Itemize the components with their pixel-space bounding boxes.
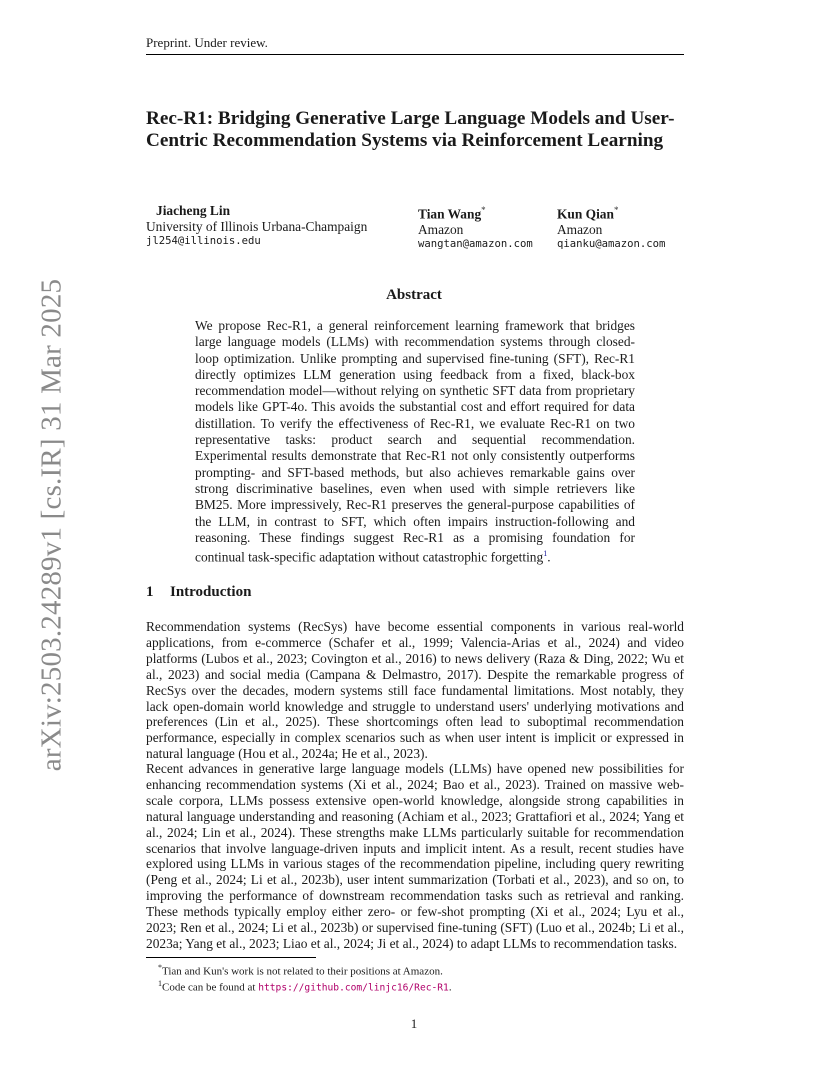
footnote-1 bbox=[158, 961, 443, 979]
author-email: jl254@illinois.edu bbox=[146, 235, 261, 247]
abstract-heading: Abstract bbox=[386, 287, 442, 303]
author-footnote-mark: * bbox=[481, 205, 486, 215]
paper-title: Rec-R1: Bridging Generative Large Language Models and User-Centric Recommendation Systems via Reinforcement Learning bbox=[146, 108, 675, 151]
header-rule bbox=[146, 54, 684, 55]
footnote-end: . bbox=[448, 981, 452, 994]
author-3 bbox=[557, 203, 665, 253]
intro-paragraph-2: Recent advances in generative large language models (LLMs) have opened new possibilities for enhancing recommendation systems (Xi et al., 2024; Bao et al., 2023). Trained on massive web-scale corpora, LLMs possess extensive open-world knowledge, alongside strong capabilities in natural language understanding and reasoning (Achiam et al., 2023; Grattafiori et al., 2024; Yang et al., 2024; Lin et al., 2024). These strengths make LLMs particularly suitable for recommendation scenarios that involve language-driven inputs and implicit intent. As a result, recent studies have explored using LLMs in various stages of the recommendation pipeline, including query rewriting (Peng et al., 2024; Li et al., 2023b), user intent summarization (Torbati et al., 2023), and so on, to improving the performance of downstream recommendation tasks such as retrieval and ranking. These methods typically employ either zero- or few-shot prompting (Xi et al., 2024; Lyu et al., 2023; Ren et al., 2024; Li et al., 2023b) or supervised fine-tuning (SFT) (Luo et al., 2024b; Li et al., 2023a; Yang et al., 2023; Liao et al., 2024; Ji et al., 2024) to adapt LLMs to recommendation tasks. bbox=[146, 761, 684, 951]
author-affiliation: Amazon bbox=[557, 221, 603, 237]
footnote-2 bbox=[158, 977, 452, 996]
author-name: Jiacheng Lin bbox=[156, 203, 231, 218]
author-name: Kun Qian bbox=[557, 206, 614, 222]
author-affiliation: Amazon bbox=[418, 221, 464, 237]
section-heading bbox=[146, 584, 251, 601]
section-title: Introduction bbox=[170, 584, 252, 600]
abstract-body: We propose Rec-R1, a general reinforcement learning framework that bridges large language models (LLMs) with recommendation systems through closed-loop optimization. Unlike prompting and supervised fine-tuning (SFT), Rec-R1 directly optimizes LLM generation using feedback from a fixed, black-box recommendation model—without relying on synthetic SFT data from proprietary models like GPT-4o. This avoids the substantial cost and effort required for data distillation. To verify the effectiveness of Rec-R1, we evaluate Rec-R1 on two representative tasks: product search and sequential recommendation. Experimental results demonstrate that Rec-R1 not only consistently outperforms prompting- and SFT-based methods, but also achieves remarkable gains over strong discriminative baselines, even when used with simple retrievers like BM25. More impressively, Rec-R1 preserves the general-purpose capabilities of the LLM, in contrast to SFT, which often impairs instruction-following and reasoning. These findings suggest Rec-R1 as a promising foundation for continual task-specific adaptation without catastrophic forgetting bbox=[195, 318, 635, 565]
author-email: wangtan@amazon.com bbox=[418, 238, 533, 251]
footnote-mark: * bbox=[158, 963, 162, 972]
footnote-text: Code can be found at bbox=[162, 981, 259, 994]
abstract-text bbox=[195, 318, 635, 566]
arxiv-identifier: arXiv:2503.24289v1 [cs.IR] 31 Mar 2025 bbox=[35, 278, 68, 772]
author-1 bbox=[146, 203, 367, 250]
author-email: qianku@amazon.com bbox=[557, 238, 666, 251]
author-2 bbox=[418, 203, 533, 253]
author-affiliation: University of Illinois Urbana-Champaign bbox=[146, 218, 368, 234]
intro-paragraph-1: Recommendation systems (RecSys) have become essential components in various real-world applications, from e-commerce (Schafer et al., 1999; Valencia-Arias et al., 2024) and video platforms (Lubos et al., 2023; Covington et al., 2016) to news delivery (Raza & Ding, 2022; Wu et al., 2023) and social media (Campana & Delmastro, 2017). Despite the remarkable progress of RecSys over the decades, modern systems still face fundamental limitations. Most notably, they lack open-domain world knowledge and struggle to understand users' underlying motivations and preferences (Lin et al., 2025). These shortcomings often lead to suboptimal recommendation performance, especially in complex scenarios such as when user intent is implicit or expressed in natural language (Hou et al., 2024a; He et al., 2023). bbox=[146, 619, 684, 762]
page-number: 1 bbox=[410, 1016, 418, 1031]
footnote-text: Tian and Kun's work is not related to their positions at Amazon. bbox=[162, 965, 443, 978]
running-header: Preprint. Under review. bbox=[146, 35, 268, 50]
footnote-rule bbox=[146, 957, 316, 958]
abstract-footnote-mark: 1 bbox=[543, 549, 548, 559]
footnote-mark: 1 bbox=[158, 979, 162, 988]
author-footnote-mark: * bbox=[613, 205, 619, 215]
section-number: 1 bbox=[146, 584, 154, 600]
code-link[interactable]: https://github.com/linjc16/Rec-R1 bbox=[258, 982, 449, 994]
abstract-end: . bbox=[547, 549, 551, 565]
author-name: Tian Wang bbox=[418, 206, 482, 222]
